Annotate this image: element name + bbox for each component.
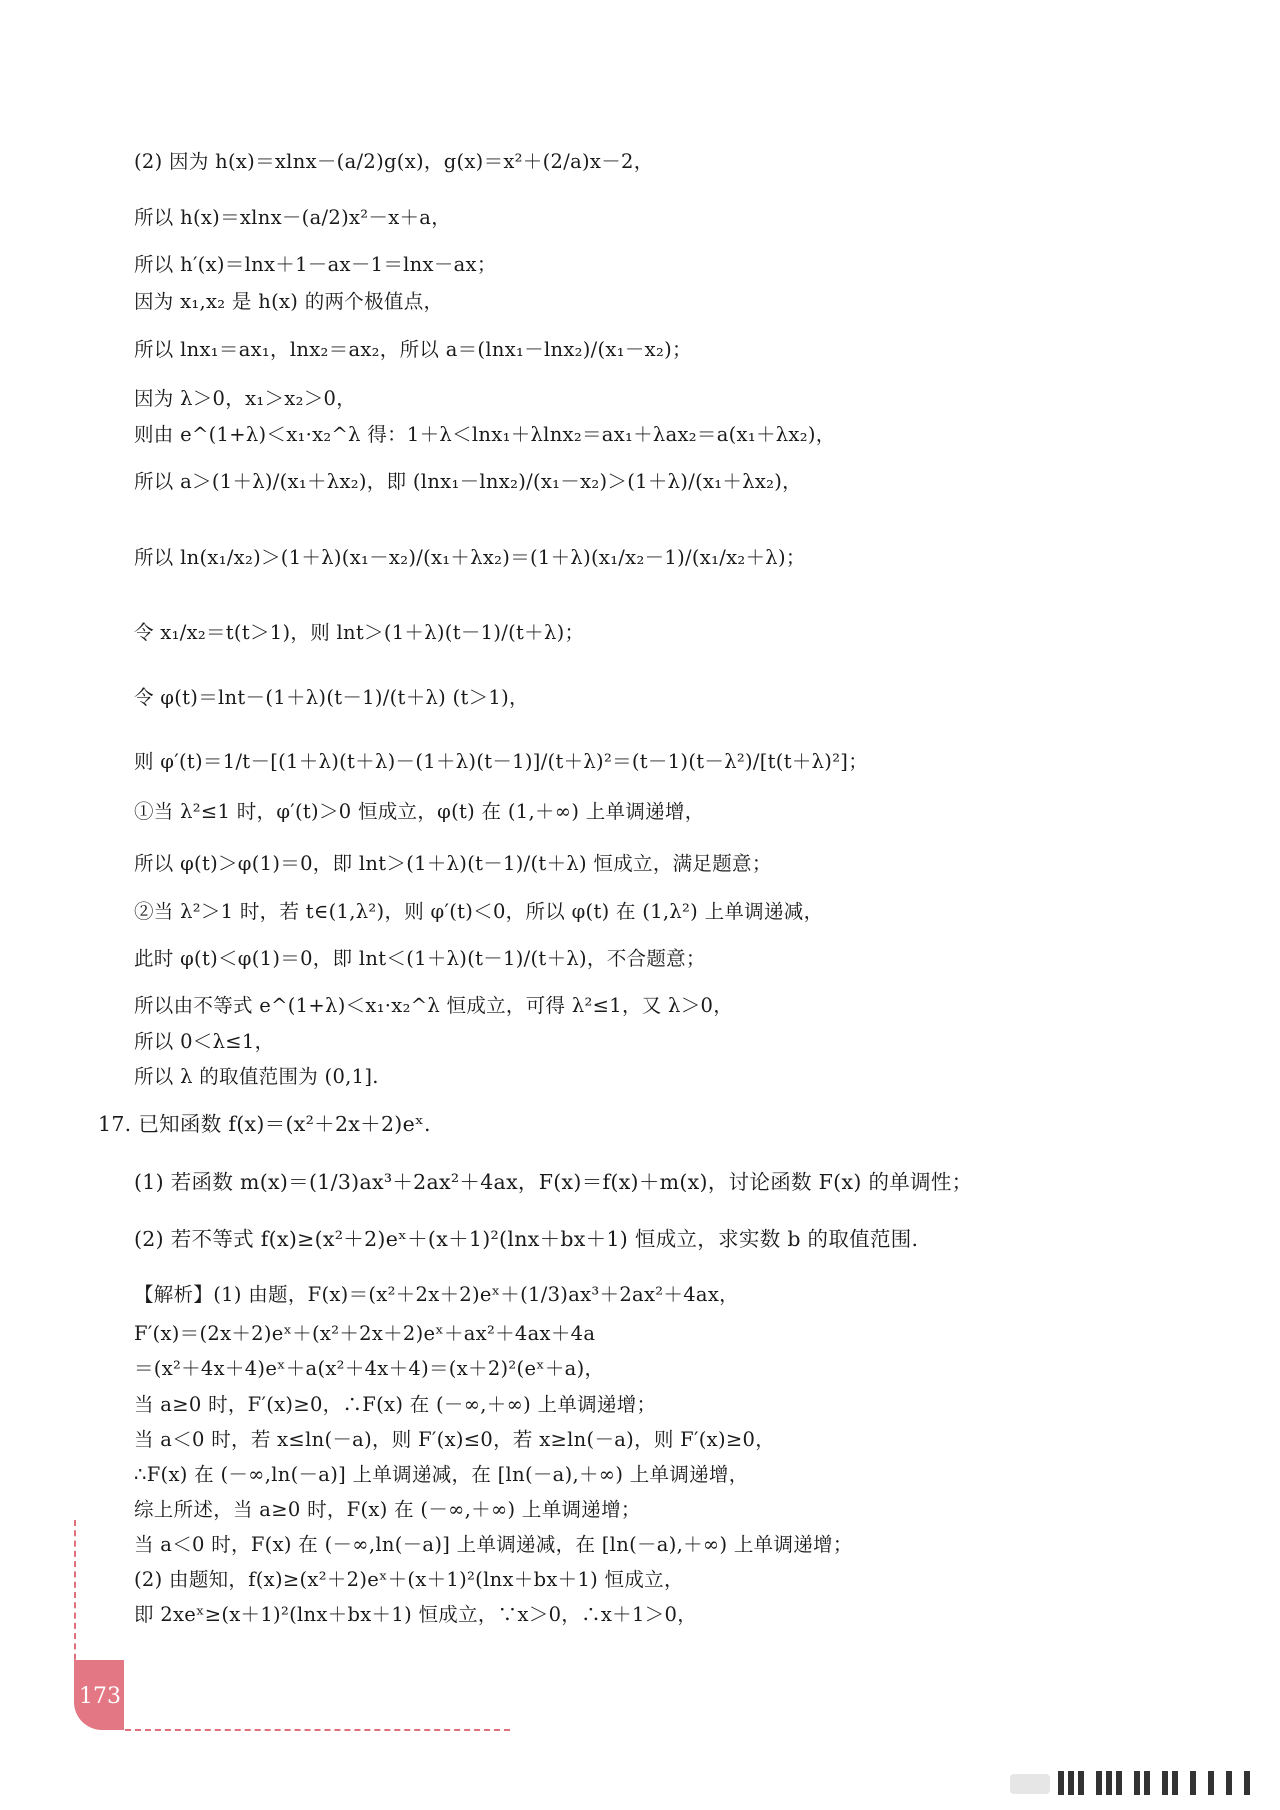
- answer-line: ＝(x²＋4x＋4)eˣ＋a(x²＋4x＋4)＝(x＋2)²(eˣ＋a)，: [134, 1357, 605, 1380]
- solution-line: ②当 λ²＞1 时，若 t∈(1,λ²)，则 φ′(t)＜0，所以 φ(t) 在 (1,λ²) 上单调递减，: [134, 900, 824, 923]
- answer-line: 【解析】(1) 由题，F(x)＝(x²＋2x＋2)eˣ＋(1/3)ax³＋2ax²＋4ax，: [134, 1283, 739, 1306]
- solution-line: 所以 0＜λ≤1，: [134, 1030, 275, 1053]
- bottom-dashed-line: [125, 1729, 510, 1731]
- solution-line: 所以 lnx₁＝ax₁，lnx₂＝ax₂，所以 a＝(lnx₁－lnx₂)/(x₁－x₂)；: [134, 338, 692, 361]
- watermark-logo-icon: [1010, 1768, 1265, 1798]
- answer-line: 当 a＜0 时，若 x≤ln(－a)，则 F′(x)≤0，若 x≥ln(－a)，则 F′(x)≥0，: [134, 1428, 775, 1451]
- solution-line: 所以由不等式 e^(1+λ)＜x₁·x₂^λ 恒成立，可得 λ²≤1，又 λ＞0，: [134, 994, 734, 1017]
- answer-line: F′(x)＝(2x＋2)eˣ＋(x²＋2x＋2)eˣ＋ax²＋4ax＋4a: [134, 1322, 596, 1345]
- answer-line: 当 a＜0 时，F(x) 在 (－∞,ln(－a)] 上单调递减，在 [ln(－a),＋∞) 上单调递增；: [134, 1533, 853, 1556]
- solution-line: ①当 λ²≤1 时，φ′(t)＞0 恒成立，φ(t) 在 (1,＋∞) 上单调递增，: [134, 800, 705, 823]
- solution-line: 所以 λ 的取值范围为 (0,1].: [134, 1065, 379, 1088]
- solution-line: 则由 e^(1+λ)＜x₁·x₂^λ 得：1＋λ＜lnx₁＋λlnx₂＝ax₁＋λax₂＝a(x₁＋λx₂)，: [134, 423, 836, 446]
- margin-dashed-line: [74, 1520, 76, 1670]
- answer-line: 当 a≥0 时，F′(x)≥0，∴F(x) 在 (－∞,＋∞) 上单调递增；: [134, 1393, 657, 1416]
- solution-line: 因为 x₁,x₂ 是 h(x) 的两个极值点，: [134, 290, 444, 313]
- solution-line: 因为 λ＞0，x₁＞x₂＞0，: [134, 387, 356, 410]
- solution-line: 所以 ln(x₁/x₂)＞(1＋λ)(x₁－x₂)/(x₁＋λx₂)＝(1＋λ)(x₁/x₂－1)/(x₁/x₂＋λ)；: [134, 546, 806, 569]
- solution-line: 所以 φ(t)＞φ(1)＝0，即 lnt＞(1＋λ)(t－1)/(t＋λ) 恒成立，满足题意；: [134, 852, 772, 875]
- answer-line: 综上所述，当 a≥0 时，F(x) 在 (－∞,＋∞) 上单调递增；: [134, 1498, 641, 1521]
- solution-line: 令 φ(t)＝lnt－(1＋λ)(t－1)/(t＋λ) (t＞1)，: [134, 686, 529, 709]
- answer-line: (2) 由题知，f(x)≥(x²＋2)eˣ＋(x＋1)²(lnx＋bx＋1) 恒成立，: [134, 1568, 684, 1591]
- problem-stem: 17. 已知函数 f(x)＝(x²＋2x＋2)eˣ.: [98, 1112, 431, 1136]
- problem-part-2: (2) 若不等式 f(x)≥(x²＋2)eˣ＋(x＋1)²(lnx＋bx＋1) 恒成立，求实数 b 的取值范围.: [134, 1227, 919, 1251]
- solution-line: 令 x₁/x₂＝t(t＞1)，则 lnt＞(1＋λ)(t－1)/(t＋λ)；: [134, 621, 585, 644]
- solution-line: 所以 h′(x)＝lnx＋1－ax－1＝lnx－ax；: [134, 253, 497, 276]
- solution-line: 所以 a＞(1＋λ)/(x₁＋λx₂)，即 (lnx₁－lnx₂)/(x₁－x₂)＞(1＋λ)/(x₁＋λx₂)，: [134, 470, 802, 493]
- problem-part-1: (1) 若函数 m(x)＝(1/3)ax³＋2ax²＋4ax，F(x)＝f(x)＋m(x)，讨论函数 F(x) 的单调性；: [134, 1170, 973, 1194]
- solution-line: (2) 因为 h(x)＝xlnx－(a/2)g(x)，g(x)＝x²＋(2/a)x－2，: [134, 150, 654, 173]
- answer-line: 即 2xeˣ≥(x＋1)²(lnx＋bx＋1) 恒成立，∵x＞0，∴x＋1＞0，: [134, 1603, 697, 1626]
- answer-line: ∴F(x) 在 (－∞,ln(－a)] 上单调递减，在 [ln(－a),＋∞) 上单调递增，: [134, 1463, 749, 1486]
- solution-line: 此时 φ(t)＜φ(1)＝0，即 lnt＜(1＋λ)(t－1)/(t＋λ)，不合题意；: [134, 947, 706, 970]
- solution-line: 则 φ′(t)＝1/t－[(1＋λ)(t＋λ)－(1＋λ)(t－1)]/(t＋λ)²＝(t－1)(t－λ²)/[t(t＋λ)²]；: [134, 750, 869, 773]
- solution-line: 所以 h(x)＝xlnx－(a/2)x²－x＋a，: [134, 206, 452, 229]
- page-number: 173: [79, 1684, 121, 1709]
